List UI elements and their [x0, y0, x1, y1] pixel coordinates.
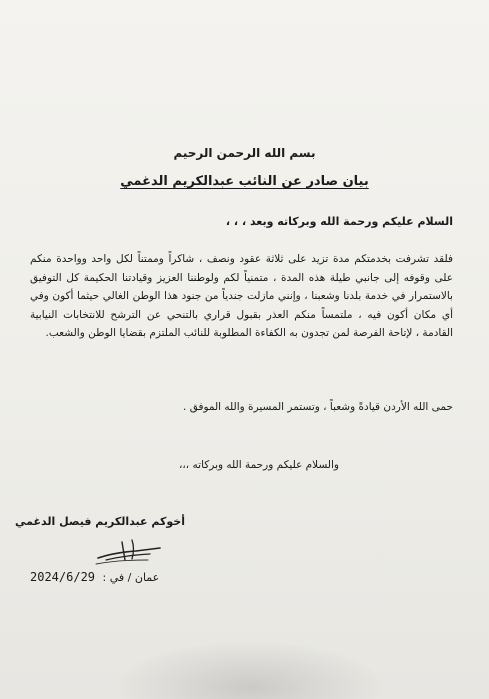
basmala-heading: بسم الله الرحمن الرحيم [173, 146, 316, 160]
farewell-line: والسلام عليكم ورحمة الله وبركاته ،،، [179, 459, 339, 471]
statement-body: فلقد تشرفت بخدمتكم مدة تزيد على ثلاثة عقود ونصف ، شاكراً وممتناً لكل واحد وواحدة منكم على وقوفه إلى جانبي طيلة هذه المدة ، متمنياً لكم ولوطننا العزيز وقيادتنا الحكيمة كل التوفيق بالاستمرار في خدمة بلدنا وشعبنا ، وإنني مازلت جندياً من جنود هذا الوطن الغالي حيثما أكون وفي أي مكان أكون فيه ، ملتمساً منكم العذر بقبول قراري بالتنحي عن الترشح للانتخابات النيابية القادمة ، لإتاحة الفرصة لمن تجدون به الكفاءة المطلوبة للنائب الملتزم بقضايا الوطن والشعب. [30, 253, 453, 339]
photo-shadow [120, 642, 380, 699]
letter-date: 2024/6/29 [30, 570, 96, 584]
place-date-line [30, 570, 159, 584]
greeting-line: السلام عليكم ورحمة الله وبركاته وبعد ، ، ، [225, 215, 453, 228]
handwritten-signature [92, 530, 172, 570]
statement-title: بيان صادر عن النائب عبدالكريم الدغمي [120, 174, 369, 189]
closing-prayer: حمى الله الأردن قيادةً وشعباً ، وتستمر المسيرة والله الموفق . [183, 401, 453, 413]
signatory-name: أخوكم عبدالكريم فيصل الدغمي [15, 515, 185, 528]
place-date-label: عمان / في : [102, 571, 160, 584]
